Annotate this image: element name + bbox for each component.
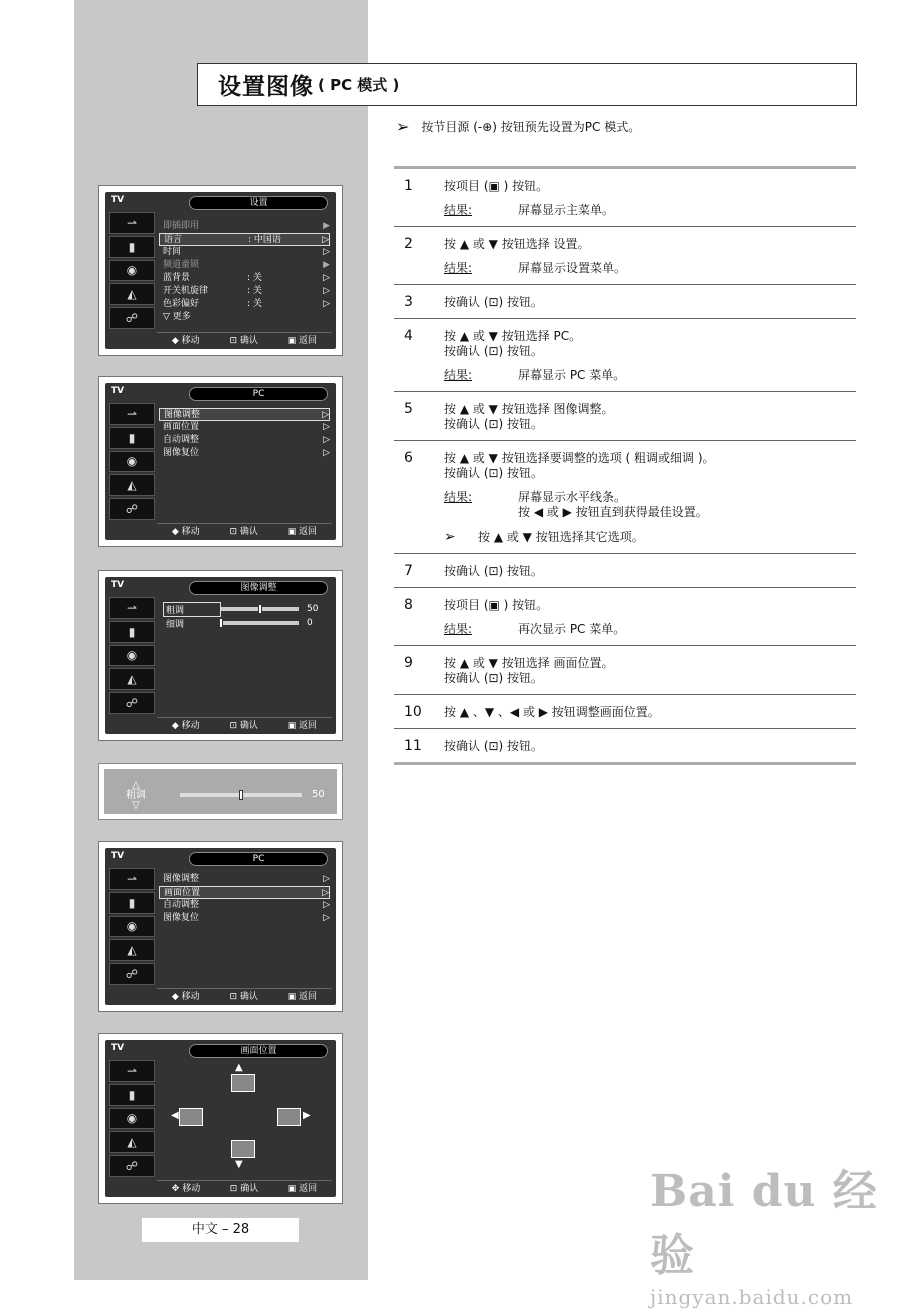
coarse-slider: 粗调 50 — [159, 602, 330, 616]
right-arrow-icon: ▶ — [303, 1110, 311, 1121]
step-line: 按 ▲ 或 ▼ 按钮选择 PC。 — [444, 329, 582, 343]
picture-icon: ▮ — [109, 236, 155, 258]
sound-icon: ◉ — [109, 260, 155, 282]
step-line: 按 ▲ 或 ▼ 按钮选择 设置。 — [444, 237, 590, 251]
result-text: 屏幕显示水平线条。 — [518, 490, 627, 504]
osd-icon-column — [109, 1060, 155, 1177]
title-box — [197, 63, 857, 106]
step-line: 按确认 (⊡) 按钮。 — [444, 417, 544, 431]
step-item — [394, 728, 856, 762]
menu-item: 色彩偏好 : 关 ▷ — [163, 299, 330, 309]
osd-header: PC — [189, 852, 328, 866]
antenna-icon: ⇀ — [109, 597, 155, 619]
setup-icon: ☍ — [109, 498, 155, 520]
menu-item: 图像复位 ▷ — [163, 448, 330, 458]
step-item — [394, 284, 856, 318]
result-label: 结果: — [444, 261, 473, 275]
up-arrow-icon: ▲ — [235, 1062, 243, 1073]
watermark — [650, 1155, 913, 1309]
step-number: 7 — [404, 563, 413, 579]
osd-header: 画面位置 — [189, 1044, 328, 1058]
arrow-icon: ➢ — [444, 529, 456, 545]
setup-icon: ☍ — [109, 963, 155, 985]
watermark-url: jingyan.baidu.com — [650, 1285, 854, 1309]
menu-item: 图像调整 ▷ — [163, 874, 330, 884]
step-line: 按 ▲ 或 ▼ 按钮选择 图像调整。 — [444, 402, 614, 416]
tv-label: TV — [111, 580, 125, 590]
tv-label: TV — [111, 386, 125, 396]
menu-item: 蓝背景 : 关 ▷ — [163, 273, 330, 283]
step-item — [394, 391, 856, 440]
fine-slider: 细调 0 — [166, 618, 313, 630]
osd-position-screen — [98, 1033, 343, 1204]
step-item — [394, 318, 856, 391]
channel-icon: ◭ — [109, 1131, 155, 1153]
osd-footer: ◆ 移动 ⊡ 确认 ▣ 返回 — [157, 717, 332, 731]
picture-icon: ▮ — [109, 427, 155, 449]
result-text: 屏幕显示设置菜单。 — [518, 261, 627, 275]
page-number: 中文 – 28 — [142, 1218, 299, 1242]
bar-knob — [239, 790, 243, 800]
osd-image-adjust-screen — [98, 570, 343, 741]
channel-icon: ◭ — [109, 668, 155, 690]
step-item — [394, 440, 856, 553]
bar-label: △ 粗调 ▽ — [126, 780, 146, 811]
step-item — [394, 226, 856, 284]
osd-icon-column — [109, 597, 155, 714]
menu-item: 时间 ▷ — [163, 247, 330, 257]
menu-item: 即插即用 ▶ — [163, 221, 330, 231]
antenna-icon: ⇀ — [109, 212, 155, 234]
sound-icon: ◉ — [109, 1108, 155, 1130]
tv-label: TV — [111, 195, 125, 205]
step-item — [394, 587, 856, 645]
picture-icon: ▮ — [109, 892, 155, 914]
channel-icon: ◭ — [109, 474, 155, 496]
step-line: 按项目 (▣ ) 按钮。 — [444, 598, 549, 612]
step-line: 按 ▲ 或 ▼ 按钮选择 画面位置。 — [444, 656, 614, 670]
position-box-up — [231, 1074, 255, 1092]
osd-pc-screen-2 — [98, 841, 343, 1012]
result-label: 结果: — [444, 490, 473, 504]
step-line: 按确认 (⊡) 按钮。 — [444, 466, 544, 480]
menu-item: 画面位置 ▷ — [163, 422, 330, 432]
osd-header: 设置 — [189, 196, 328, 210]
antenna-icon: ⇀ — [109, 403, 155, 425]
result-text: 再次显示 PC 菜单。 — [518, 622, 626, 636]
step-item — [394, 645, 856, 694]
result-text: 屏幕显示 PC 菜单。 — [518, 368, 626, 382]
tv-label: TV — [111, 1043, 125, 1053]
step-number: 10 — [404, 704, 422, 720]
channel-icon: ◭ — [109, 939, 155, 961]
menu-item: 图像复位 ▷ — [163, 913, 330, 923]
step-number: 1 — [404, 178, 413, 194]
antenna-icon: ⇀ — [109, 868, 155, 890]
result-label: 结果: — [444, 368, 473, 382]
step-number: 6 — [404, 450, 413, 466]
sound-icon: ◉ — [109, 916, 155, 938]
bar-value: 50 — [312, 789, 325, 800]
sound-icon: ◉ — [109, 645, 155, 667]
osd-footer: ◆ 移动 ⊡ 确认 ▣ 返回 — [157, 523, 332, 537]
menu-item: 频道童锁 ▶ — [163, 260, 330, 270]
picture-icon: ▮ — [109, 621, 155, 643]
bar-track — [180, 793, 302, 797]
antenna-icon: ⇀ — [109, 1060, 155, 1082]
osd-footer: ◆ 移动 ⊡ 确认 ▣ 返回 — [157, 988, 332, 1002]
osd-icon-column — [109, 868, 155, 985]
note — [396, 117, 640, 136]
osd-footer: ✥ 移动 ⊡ 确认 ▣ 返回 — [157, 1180, 332, 1194]
result-text: 按 ◀ 或 ▶ 按钮直到获得最佳设置。 — [518, 505, 708, 519]
step-line: 按确认 (⊡) 按钮。 — [444, 564, 544, 578]
menu-item: 开关机旋律 : 关 ▷ — [163, 286, 330, 296]
setup-icon: ☍ — [109, 307, 155, 329]
menu-item: 图像调整 ▷ — [159, 408, 330, 421]
watermark-logo: Bai du 经验 — [650, 1166, 878, 1281]
step-item — [394, 169, 856, 226]
step-number: 2 — [404, 236, 413, 252]
osd-setup-screen — [98, 185, 343, 356]
step-number: 4 — [404, 328, 413, 344]
step-line: 按确认 (⊡) 按钮。 — [444, 739, 544, 753]
menu-item: 语言 : 中国语 ▷ — [159, 233, 330, 246]
menu-item: ▽ 更多 — [163, 312, 191, 322]
step-line: 按 ▲ 、▼ 、◀ 或 ▶ 按钮调整画面位置。 — [444, 705, 660, 719]
channel-icon: ◭ — [109, 283, 155, 305]
position-box-left — [179, 1108, 203, 1126]
left-arrow-icon: ◀ — [171, 1110, 179, 1121]
result-label: 结果: — [444, 203, 473, 217]
step-line: 按确认 (⊡) 按钮。 — [444, 344, 544, 358]
slider-knob — [219, 618, 223, 628]
tv-label: TV — [111, 851, 125, 861]
step-number: 5 — [404, 401, 413, 417]
note-text: 按节目源 (-⊕) 按钮预先设置为PC 模式。 — [421, 120, 641, 134]
menu-item: 自动调整 ▷ — [163, 435, 330, 445]
osd-icon-column — [109, 212, 155, 329]
sound-icon: ◉ — [109, 451, 155, 473]
step-item — [394, 553, 856, 587]
step-line: 按确认 (⊡) 按钮。 — [444, 671, 544, 685]
menu-item: 画面位置 ▷ — [159, 886, 330, 899]
steps-list — [394, 166, 856, 765]
coarse-bar-display — [98, 763, 343, 820]
osd-header: 图像调整 — [189, 581, 328, 595]
step-number: 3 — [404, 294, 413, 310]
page-subtitle: ( PC 模式 ) — [318, 76, 400, 94]
result-text: 屏幕显示主菜单。 — [518, 203, 615, 217]
down-arrow-icon: ▼ — [235, 1159, 243, 1170]
osd-pc-screen-1 — [98, 376, 343, 547]
step-number: 8 — [404, 597, 413, 613]
step-line: 按 ▲ 或 ▼ 按钮选择要调整的选项 ( 粗调或细调 )。 — [444, 451, 715, 465]
position-box-right — [277, 1108, 301, 1126]
osd-icon-column — [109, 403, 155, 520]
setup-icon: ☍ — [109, 692, 155, 714]
setup-icon: ☍ — [109, 1155, 155, 1177]
step-line: 按项目 (▣ ) 按钮。 — [444, 179, 549, 193]
osd-footer: ◆ 移动 ⊡ 确认 ▣ 返回 — [157, 332, 332, 346]
menu-item: 自动调整 ▷ — [163, 900, 330, 910]
step-number: 11 — [404, 738, 422, 754]
osd-header: PC — [189, 387, 328, 401]
step-line: 按确认 (⊡) 按钮。 — [444, 295, 544, 309]
sub-note: 按 ▲ 或 ▼ 按钮选择其它选项。 — [478, 530, 644, 544]
arrow-icon: ➢ — [396, 117, 410, 136]
step-number: 9 — [404, 655, 413, 671]
picture-icon: ▮ — [109, 1084, 155, 1106]
step-item — [394, 694, 856, 728]
result-label: 结果: — [444, 622, 473, 636]
page-title: 设置图像 — [218, 74, 314, 100]
position-box-down — [231, 1140, 255, 1158]
slider-knob — [258, 604, 262, 614]
